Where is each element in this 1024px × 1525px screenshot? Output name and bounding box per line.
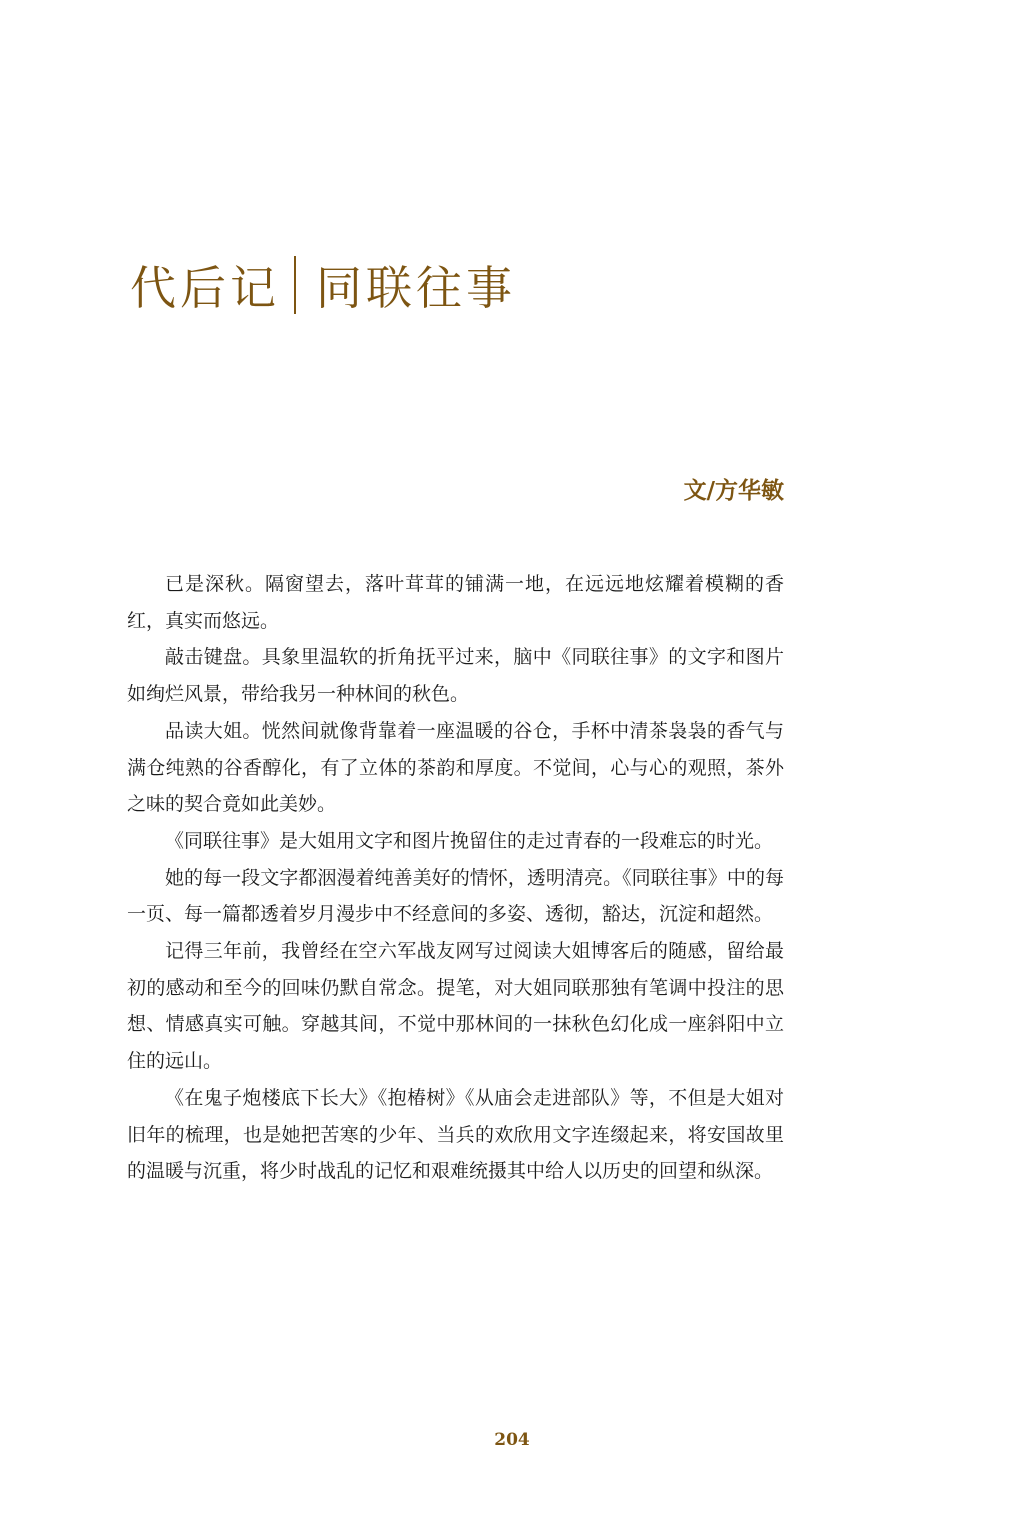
paragraph: 已是深秋。隔窗望去，落叶茸茸的铺满一地，在远远地炫耀着模糊的香红，真实而悠远。 — [127, 573, 784, 632]
paragraph: 记得三年前，我曾经在空六军战友网写过阅读大姐博客后的随感，留给最初的感动和至今的回味仍默自常念。提笔，对大姐同联那独有笔调中投注的思想、情感真实可触。穿越其间，不觉中那林间的一抹秋色幻化成一座斜阳中立住的远山。 — [127, 940, 784, 1073]
author-byline: 文/方华敏 — [683, 477, 784, 504]
article-body — [127, 566, 784, 1190]
paragraph: 敲击键盘。具象里温软的折角抚平过来，脑中《同联往事》的文字和图片如绚烂风景，带给我另一种林间的秋色。 — [127, 646, 784, 706]
chapter-title — [130, 256, 516, 314]
paragraph: 品读大姐。恍然间就像背靠着一座温暖的谷仓，手杯中清茶袅袅的香气与满仓纯熟的谷香醇化，有了立体的茶韵和厚度。不觉间，心与心的观照，茶外之味的契合竟如此美妙。 — [127, 719, 784, 816]
paragraph: 《同联往事》是大姐用文字和图片挽留住的走过青春的一段难忘的时光。 — [165, 829, 774, 852]
paragraph: 《在鬼子炮楼底下长大》《抱椿树》《从庙会走进部队》等，不但是大姐对旧年的梳理，也是她把苦寒的少年、当兵的欢欣用文字连缀起来，将安国故里的温暖与沉重，将少时战乱的记忆和艰难统摄其中给人以历史的回望和纵深。 — [127, 1086, 784, 1183]
page-number: 204 — [494, 1430, 530, 1450]
title-divider — [294, 256, 296, 314]
chapter-title-name: 同联往事 — [316, 261, 516, 315]
paragraph: 她的每一段文字都洇漫着纯善美好的情怀，透明清亮。《同联往事》中的每一页、每一篇都透着岁月漫步中不经意间的多姿、透彻，豁达，沉淀和超然。 — [127, 866, 784, 926]
chapter-title-label: 代后记 — [130, 261, 280, 315]
